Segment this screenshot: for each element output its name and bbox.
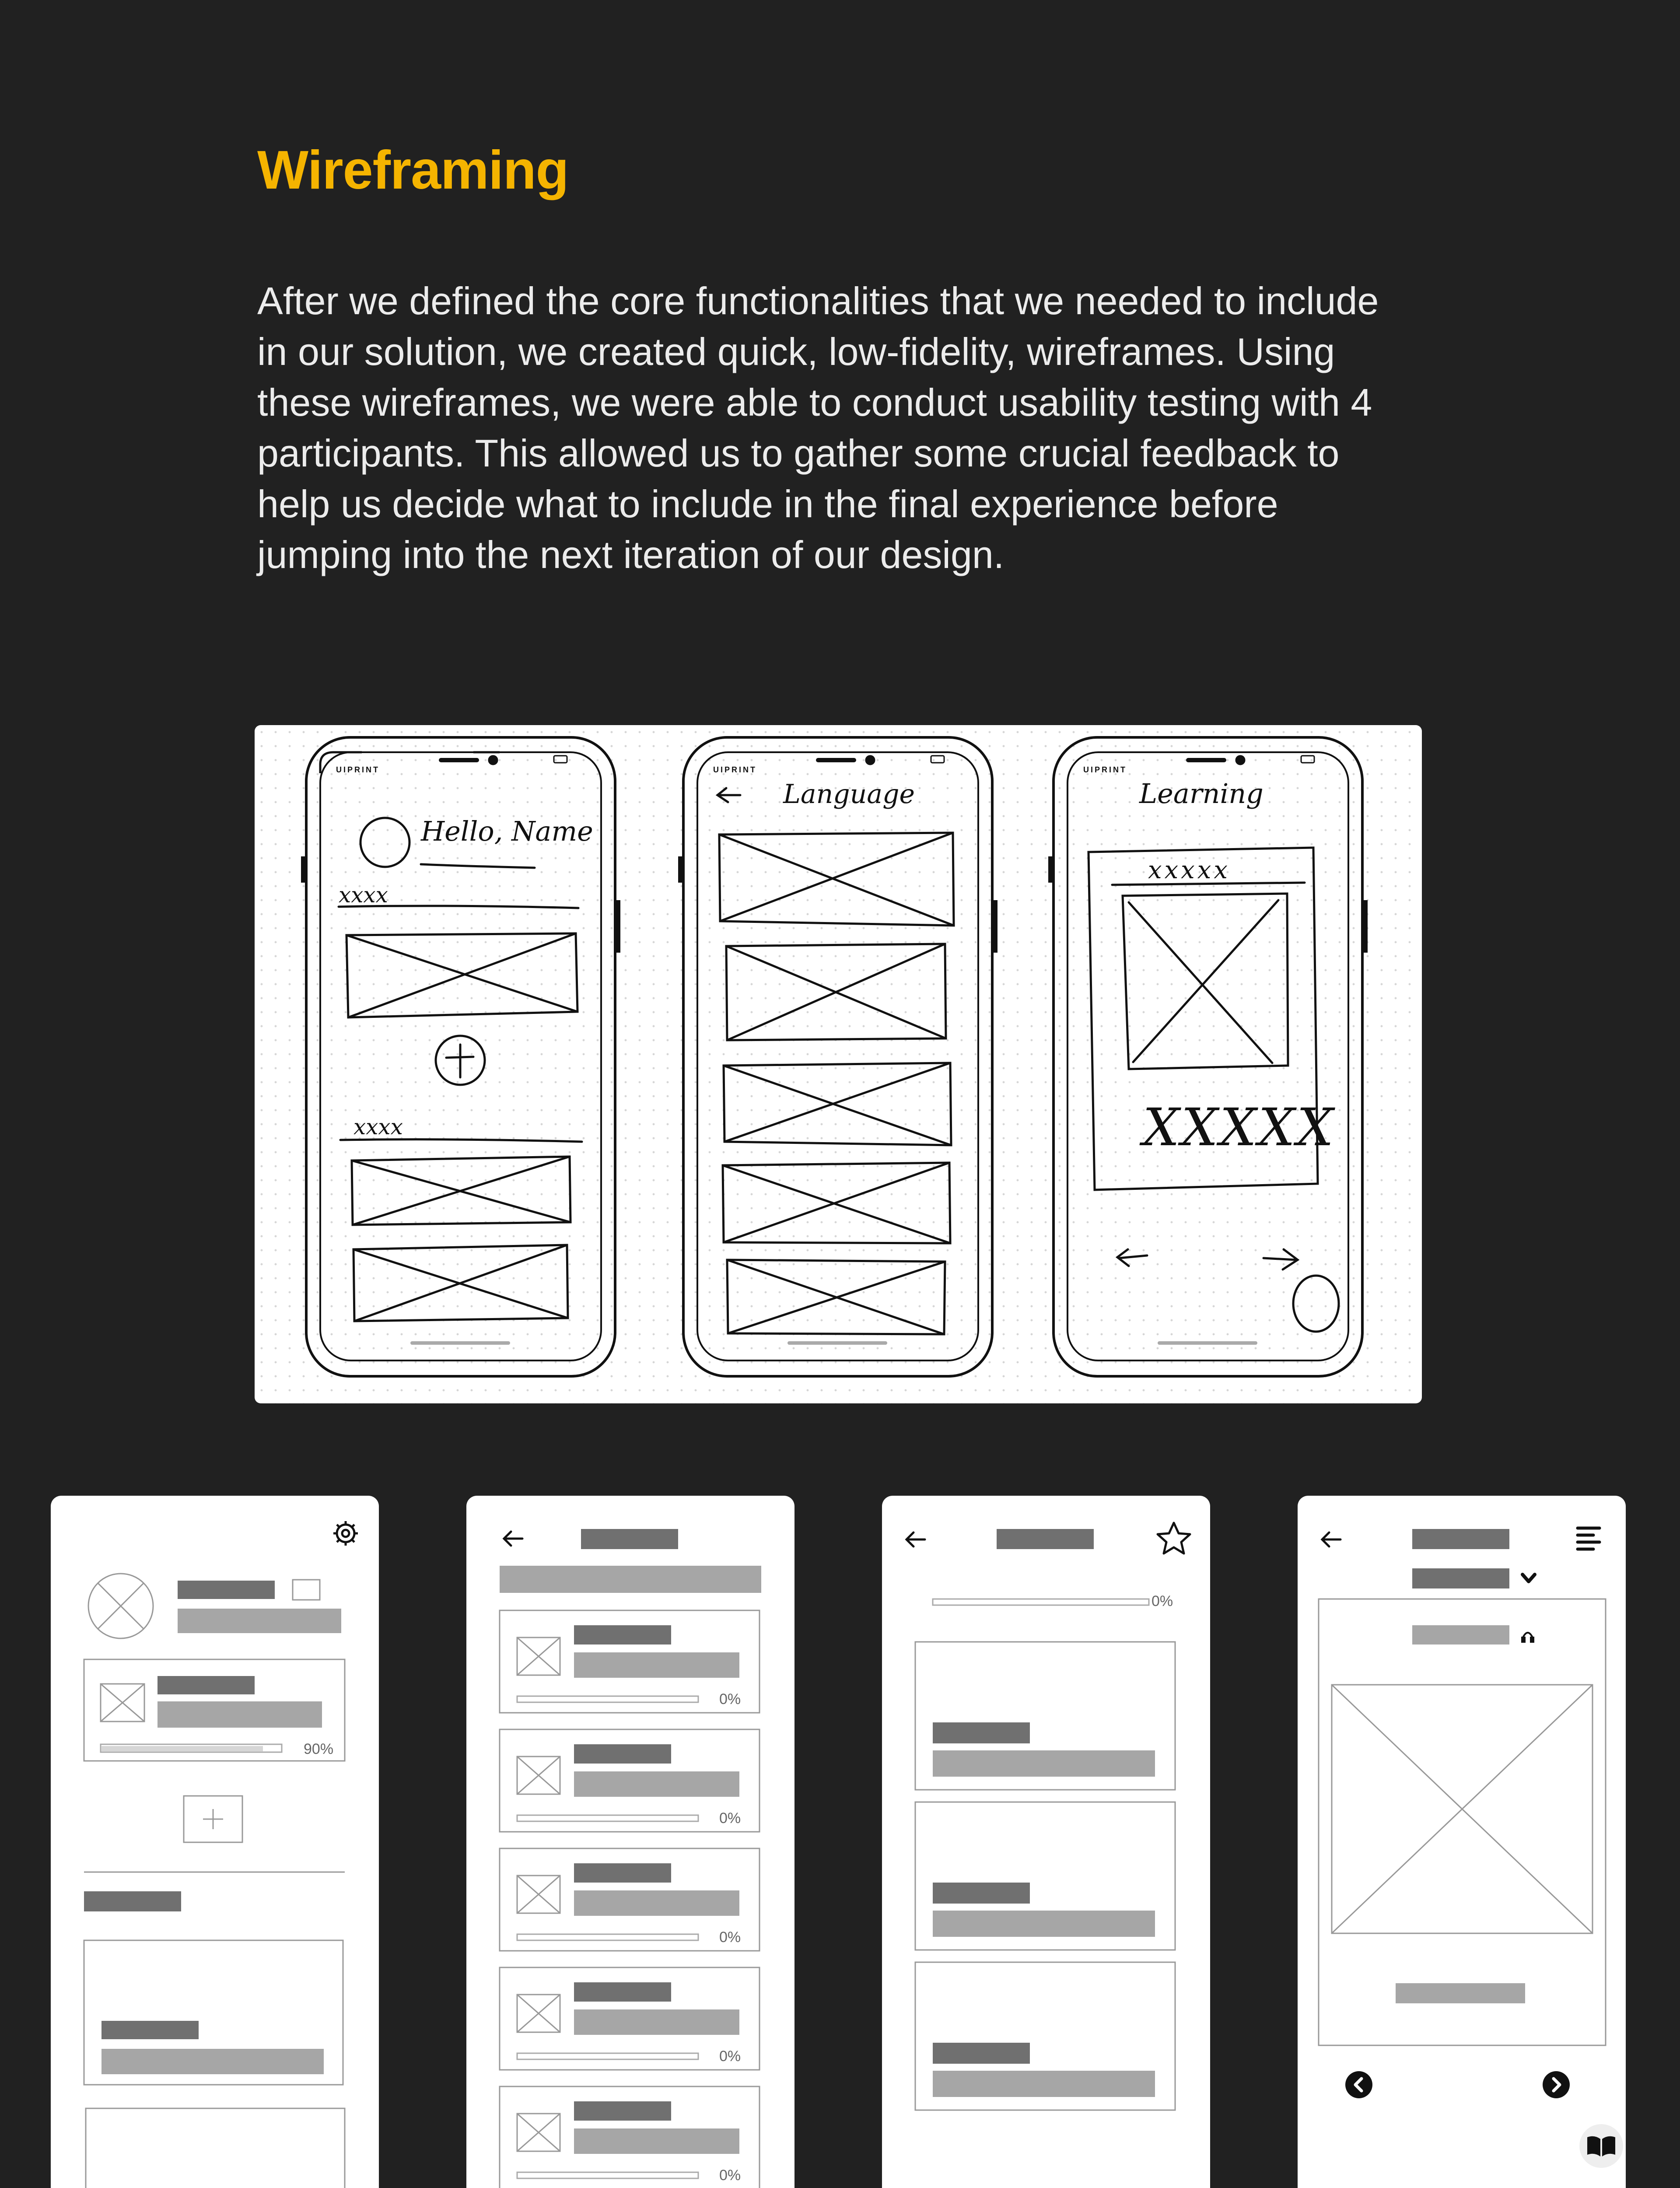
language-name-placeholder — [574, 1744, 671, 1764]
image-placeholder-icon — [1332, 1685, 1592, 1933]
book-icon[interactable] — [1579, 2124, 1623, 2168]
sketch-wireframes-panel — [255, 725, 1422, 1403]
wireframe-lessons-screen — [882, 1496, 1210, 2188]
subtitle-placeholder — [178, 1609, 341, 1633]
image-placeholder-icon — [517, 2114, 560, 2151]
language-desc-placeholder — [574, 1652, 739, 1678]
sketch-prev-arrow — [1117, 1249, 1147, 1266]
headphones-icon[interactable] — [1522, 1633, 1533, 1642]
back-arrow-icon[interactable] — [1322, 1532, 1340, 1546]
sketch-next-arrow — [1264, 1249, 1298, 1269]
avatar — [88, 1574, 153, 1638]
sketch-greeting: Hello, Name — [421, 815, 593, 847]
language-list-item[interactable] — [500, 1848, 760, 1951]
language-list-item[interactable] — [500, 2086, 760, 2188]
languages-list — [466, 1496, 794, 2188]
sketch-round-button — [1293, 1276, 1339, 1332]
search-bar-placeholder — [500, 1566, 761, 1593]
progress-track — [517, 1696, 698, 1702]
level-dropdown[interactable] — [1412, 1568, 1535, 1588]
language-list-item[interactable] — [500, 1967, 760, 2070]
lesson-progress-label: 0% — [1152, 1593, 1173, 1609]
progress-label: 0% — [719, 2048, 741, 2065]
language-desc-placeholder — [574, 2128, 739, 2154]
sketch-language-content — [718, 788, 954, 1334]
recommended-card[interactable] — [84, 1940, 343, 2085]
screen-title-placeholder — [581, 1529, 678, 1549]
language-desc-placeholder — [574, 1890, 739, 1916]
progress-track — [517, 2172, 698, 2178]
sketch-learning-caption: XXXXX — [1143, 1097, 1336, 1157]
plus-icon — [203, 1809, 223, 1829]
language-list-item[interactable] — [500, 1729, 760, 1832]
intro-paragraph: After we defined the core functionalities that we needed to include in our solution, we created quick, low-fidelity, wireframes. Using these wireframes, we were able to conduct usability testing with 4 participants. This allowed us to gather some crucial feedback to help us decide what to include in the final experience before jumping into the next iteration of our design. — [257, 279, 1379, 576]
progress-track — [517, 1934, 698, 1940]
language-name-placeholder — [574, 1982, 671, 2002]
recommended-card[interactable] — [86, 2108, 345, 2188]
language-name-placeholder — [574, 1625, 671, 1645]
chevron-down-icon — [1522, 1574, 1535, 1581]
next-circle-icon[interactable] — [1543, 2071, 1570, 2098]
sketch-brand-label-3: UIPRINT — [1083, 765, 1127, 774]
current-course-card[interactable] — [84, 1659, 345, 1761]
sketch-section-label-2: xxxx — [354, 1114, 403, 1140]
name-placeholder — [178, 1581, 275, 1599]
image-placeholder-icon — [517, 1876, 560, 1913]
star-icon[interactable] — [1158, 1523, 1190, 1553]
course-progress-label: 90% — [304, 1741, 334, 1757]
screen-title-placeholder — [1412, 1529, 1509, 1549]
translation-placeholder — [1396, 1983, 1525, 2003]
lesson-progress-track — [933, 1599, 1149, 1605]
flashcard[interactable] — [1319, 1599, 1606, 2045]
sketch-learning-title: Learning — [1139, 778, 1264, 810]
prev-circle-icon[interactable] — [1345, 2071, 1372, 2098]
back-arrow-icon[interactable] — [504, 1532, 522, 1546]
wireframe-home-screen — [51, 1496, 379, 2188]
page-title: Wireframing — [257, 140, 569, 200]
lesson-card[interactable] — [915, 1802, 1175, 1950]
language-desc-placeholder — [574, 2009, 739, 2035]
course-progress-fill — [102, 1746, 263, 1751]
lesson-card[interactable] — [915, 1962, 1175, 2110]
sketch-language-title: Language — [783, 779, 915, 810]
flag-placeholder — [293, 1580, 320, 1600]
language-name-placeholder — [574, 1863, 671, 1883]
wireframe-languages-screen — [466, 1496, 794, 2188]
image-placeholder-icon — [101, 1684, 144, 1722]
language-list-item[interactable] — [500, 1610, 760, 1713]
sketch-back-arrow — [718, 788, 740, 802]
progress-track — [517, 2053, 698, 2059]
sketch-learning-heading: xxxxx — [1148, 856, 1230, 884]
settings-gear-icon[interactable] — [333, 1521, 358, 1546]
menu-icon[interactable] — [1578, 1528, 1600, 1549]
language-desc-placeholder — [574, 1771, 739, 1797]
add-course-button[interactable] — [184, 1796, 242, 1842]
image-placeholder-icon — [517, 1757, 560, 1794]
wireframe-flashcard-screen — [1298, 1496, 1626, 2188]
sketch-brand-label-2: UIPRINT — [713, 765, 757, 774]
section-title-placeholder — [84, 1891, 181, 1911]
sketch-avatar-circle — [360, 818, 410, 867]
sketch-phone-learning — [1048, 737, 1368, 1376]
progress-label: 0% — [719, 1810, 741, 1827]
back-arrow-icon[interactable] — [906, 1532, 925, 1546]
sketch-brand-label: UIPRINT — [336, 765, 380, 774]
image-placeholder-icon — [517, 1637, 560, 1675]
language-name-placeholder — [574, 2101, 671, 2121]
image-placeholder-icon — [517, 1995, 560, 2032]
progress-label: 0% — [719, 1691, 741, 1708]
progress-label: 0% — [719, 1929, 741, 1946]
progress-label: 0% — [719, 2167, 741, 2184]
progress-track — [517, 1815, 698, 1821]
lesson-card[interactable] — [915, 1642, 1175, 1790]
sketch-section-label-1: xxxx — [339, 882, 388, 908]
screen-title-placeholder — [997, 1529, 1094, 1549]
word-placeholder — [1412, 1625, 1509, 1645]
sketch-learning-content — [1088, 848, 1339, 1332]
